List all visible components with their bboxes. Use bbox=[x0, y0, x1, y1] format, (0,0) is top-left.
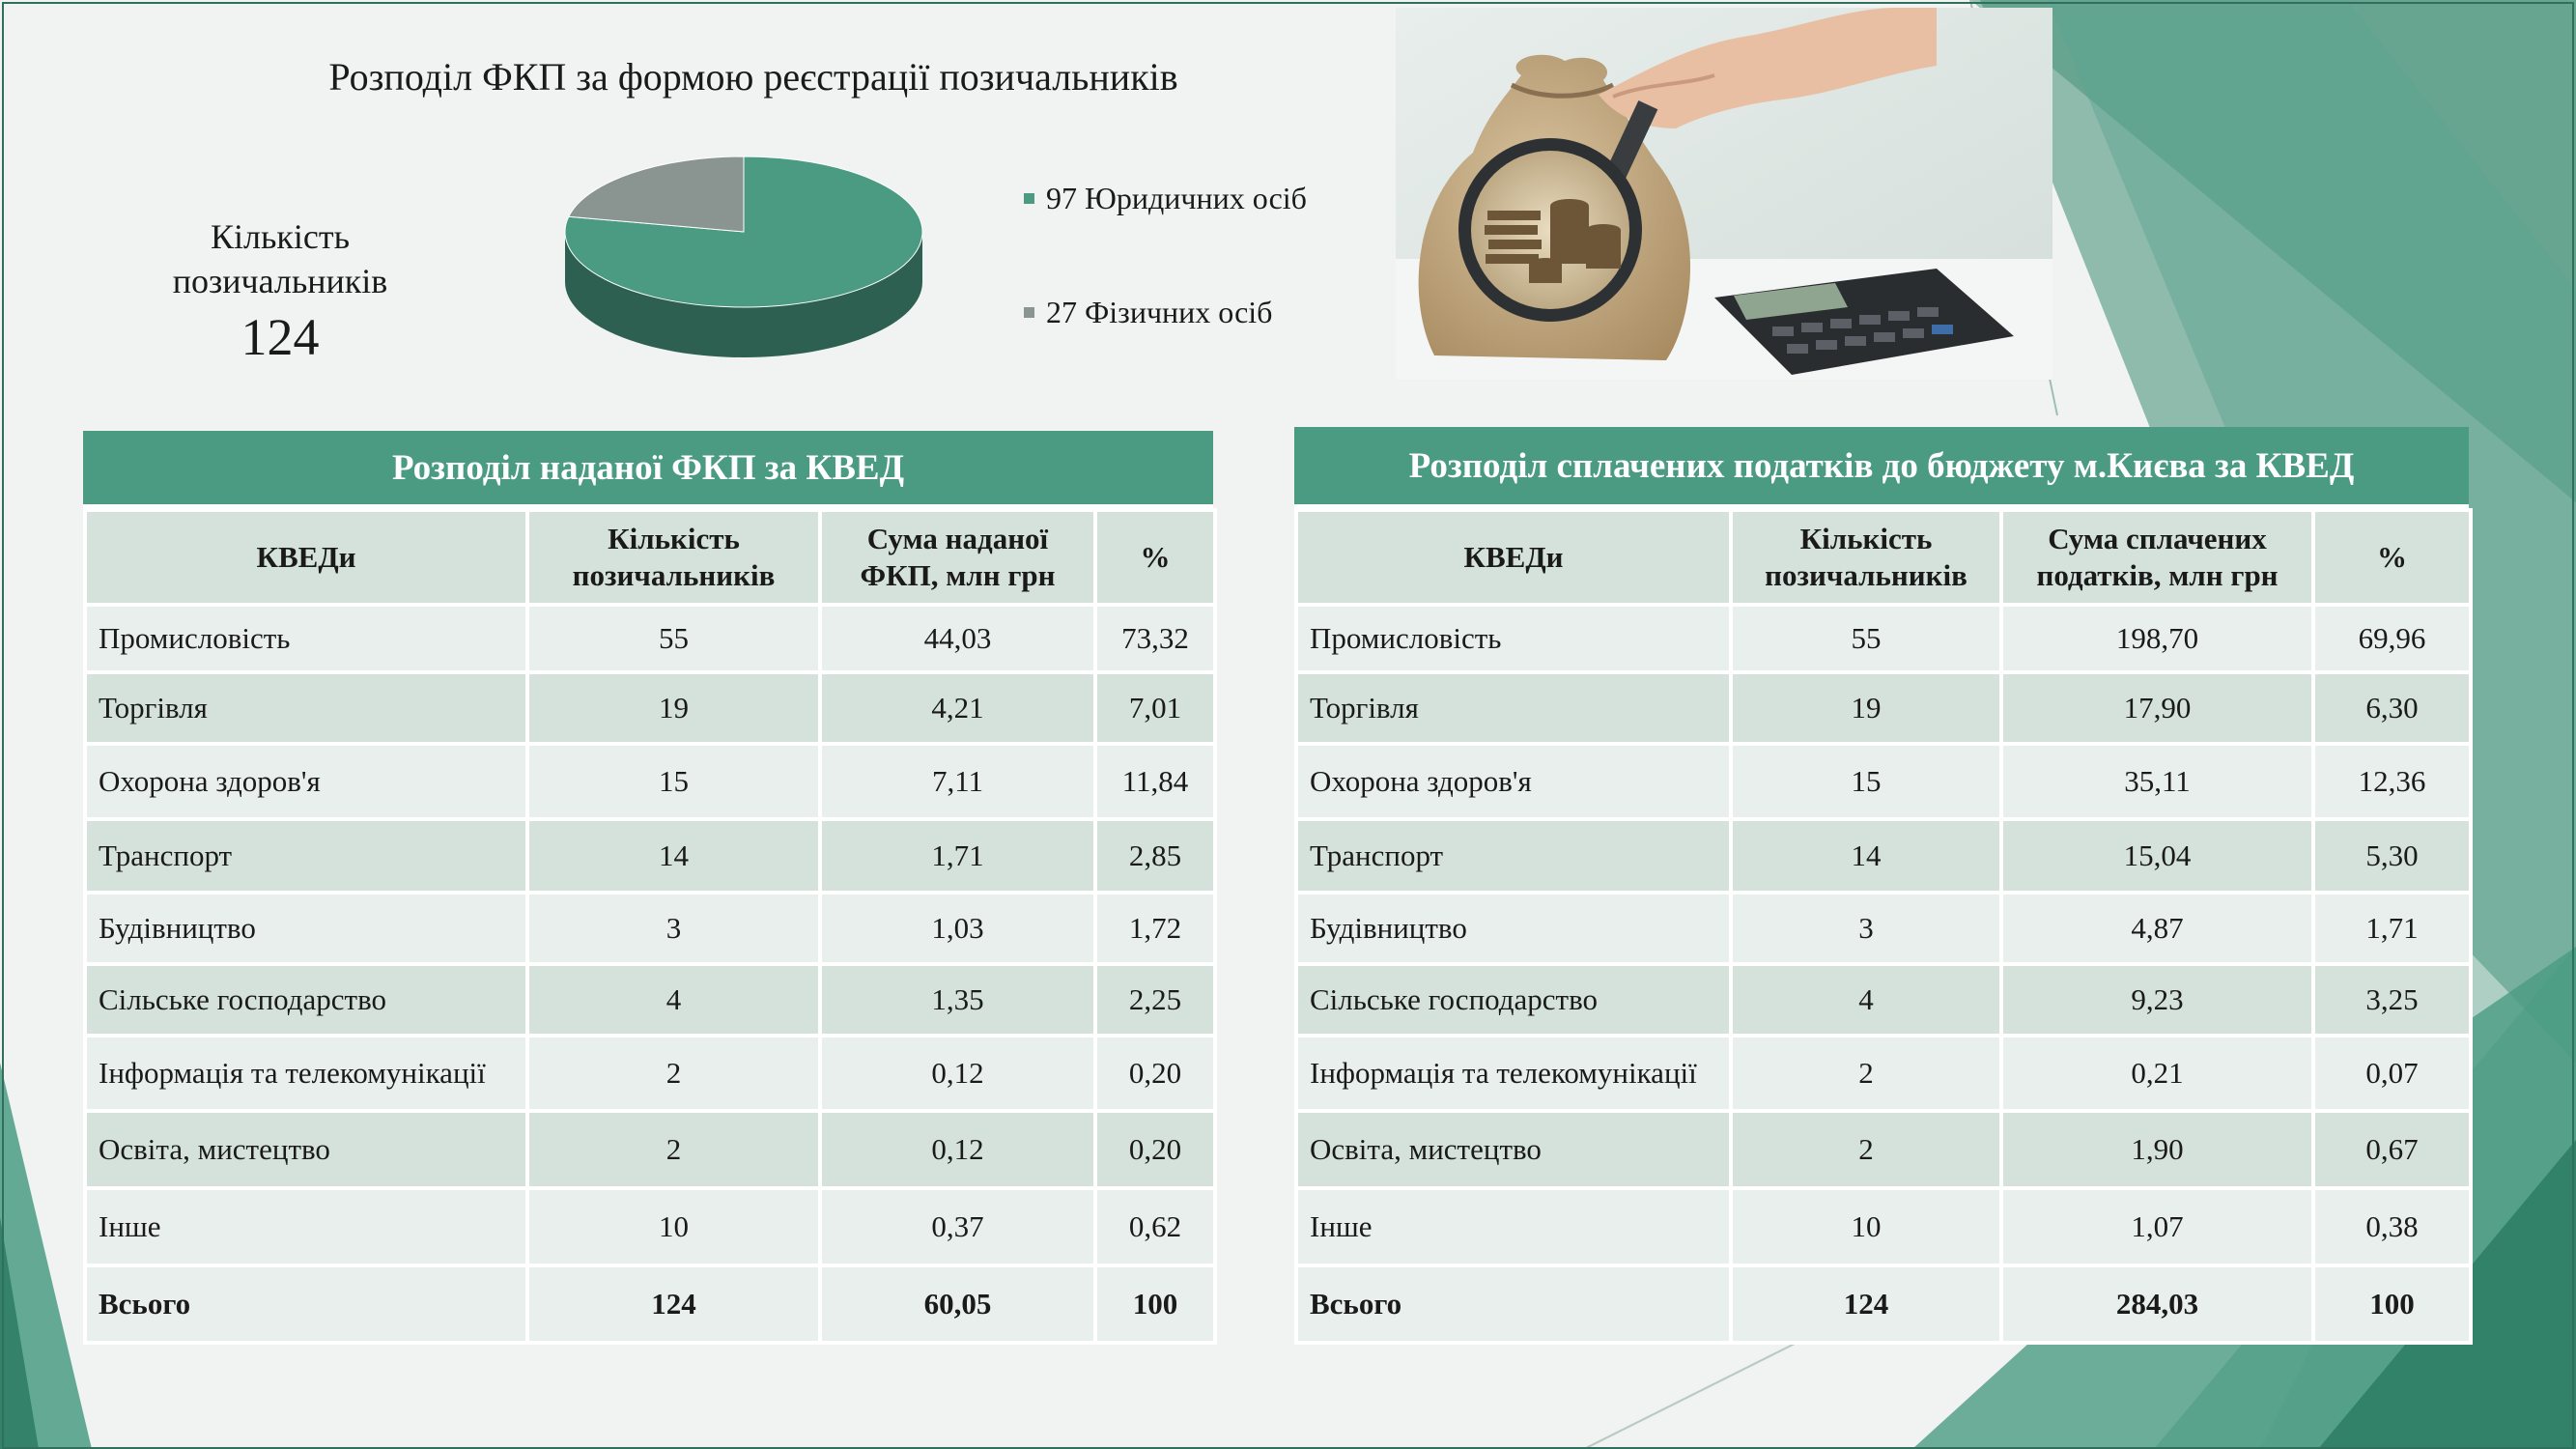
left-cell: 4,21 bbox=[820, 672, 1095, 744]
left-cell: Інформація та телекомунікації bbox=[85, 1036, 527, 1111]
legend-item-individual bbox=[1024, 293, 1307, 331]
right-cell: 2 bbox=[1731, 1036, 2001, 1111]
pie-chart bbox=[551, 145, 937, 377]
table-row bbox=[85, 605, 1215, 672]
right-total-cell: 100 bbox=[2313, 1265, 2471, 1343]
right-cell: 55 bbox=[1731, 605, 2001, 672]
right-cell: 35,11 bbox=[2001, 744, 2313, 819]
table-row bbox=[1296, 744, 2471, 819]
table-row bbox=[85, 1111, 1215, 1188]
legend-swatch-legal bbox=[1024, 193, 1034, 204]
money-bag-magnifier-calculator-photo bbox=[1396, 8, 2052, 380]
table-row bbox=[85, 893, 1215, 964]
right-cell: 0,38 bbox=[2313, 1188, 2471, 1265]
left-table-header-row bbox=[85, 510, 1215, 605]
left-header-percent: % bbox=[1095, 510, 1215, 605]
left-cell: 2 bbox=[527, 1111, 820, 1188]
right-cell: 198,70 bbox=[2001, 605, 2313, 672]
table-row bbox=[1296, 964, 2471, 1036]
left-cell: 14 bbox=[527, 819, 820, 893]
count-label-line2: позичальників bbox=[172, 262, 388, 300]
right-cell: Транспорт bbox=[1296, 819, 1731, 893]
right-cell: Інше bbox=[1296, 1188, 1731, 1265]
right-cell: 3,25 bbox=[2313, 964, 2471, 1036]
right-cell: Інформація та телекомунікації bbox=[1296, 1036, 1731, 1111]
left-cell: Будівництво bbox=[85, 893, 527, 964]
left-cell: 2,25 bbox=[1095, 964, 1215, 1036]
right-cell: 19 bbox=[1731, 672, 2001, 744]
right-cell: 10 bbox=[1731, 1188, 2001, 1265]
left-cell: 0,12 bbox=[820, 1111, 1095, 1188]
table-row bbox=[85, 1188, 1215, 1265]
right-cell: Промисловість bbox=[1296, 605, 1731, 672]
table-row bbox=[1296, 1111, 2471, 1188]
table-row bbox=[1296, 672, 2471, 744]
left-total-cell: 60,05 bbox=[820, 1265, 1095, 1343]
right-cell: 4,87 bbox=[2001, 893, 2313, 964]
left-total-cell: 124 bbox=[527, 1265, 820, 1343]
table-row bbox=[85, 672, 1215, 744]
left-cell: 15 bbox=[527, 744, 820, 819]
right-cell: 0,07 bbox=[2313, 1036, 2471, 1111]
right-cell: 12,36 bbox=[2313, 744, 2471, 819]
pie-legend bbox=[1024, 179, 1307, 331]
right-cell: 1,90 bbox=[2001, 1111, 2313, 1188]
left-cell: 4 bbox=[527, 964, 820, 1036]
count-label-line1: Кількість bbox=[210, 217, 351, 256]
right-total-cell: 124 bbox=[1731, 1265, 2001, 1343]
left-cell: Торгівля bbox=[85, 672, 527, 744]
right-header-percent: % bbox=[2313, 510, 2471, 605]
right-cell: Освіта, мистецтво bbox=[1296, 1111, 1731, 1188]
right-cell: Охорона здоров'я bbox=[1296, 744, 1731, 819]
left-cell: 3 bbox=[527, 893, 820, 964]
right-cell: 0,67 bbox=[2313, 1111, 2471, 1188]
left-cell: 55 bbox=[527, 605, 820, 672]
left-cell: 7,11 bbox=[820, 744, 1095, 819]
left-table bbox=[83, 431, 1213, 1345]
right-table-title: Розподіл сплачених податків до бюджету м.Києва за КВЕД bbox=[1294, 427, 2469, 508]
table-row bbox=[1296, 893, 2471, 964]
left-cell: 0,20 bbox=[1095, 1111, 1215, 1188]
right-cell: 1,07 bbox=[2001, 1188, 2313, 1265]
left-cell: Інше bbox=[85, 1188, 527, 1265]
left-cell: 0,20 bbox=[1095, 1036, 1215, 1111]
left-cell: 1,72 bbox=[1095, 893, 1215, 964]
left-cell: 44,03 bbox=[820, 605, 1095, 672]
left-total-cell: 100 bbox=[1095, 1265, 1215, 1343]
legend-label-individual: 27 Фізичних осіб bbox=[1046, 294, 1273, 329]
borrowers-count bbox=[126, 214, 435, 371]
left-cell: 1,71 bbox=[820, 819, 1095, 893]
right-table-header-row bbox=[1296, 510, 2471, 605]
right-header-kved: КВЕДи bbox=[1296, 510, 1731, 605]
right-cell: 14 bbox=[1731, 819, 2001, 893]
right-header-sum: Сума сплачених податків, млн грн bbox=[2001, 510, 2313, 605]
left-header-sum: Сума наданої ФКП, млн грн bbox=[820, 510, 1095, 605]
right-cell: Торгівля bbox=[1296, 672, 1731, 744]
table-row bbox=[1296, 1188, 2471, 1265]
legend-item-legal bbox=[1024, 179, 1307, 217]
right-cell: 5,30 bbox=[2313, 819, 2471, 893]
left-cell: 2,85 bbox=[1095, 819, 1215, 893]
right-cell: 15,04 bbox=[2001, 819, 2313, 893]
right-cell: 17,90 bbox=[2001, 672, 2313, 744]
left-header-kved: КВЕДи bbox=[85, 510, 527, 605]
left-cell: 1,35 bbox=[820, 964, 1095, 1036]
table-row bbox=[1296, 605, 2471, 672]
total-row bbox=[1296, 1265, 2471, 1343]
legend-label-legal: 97 Юридичних осіб bbox=[1046, 180, 1307, 215]
left-header-count: Кількість позичальників bbox=[527, 510, 820, 605]
left-cell: Транспорт bbox=[85, 819, 527, 893]
right-cell: 9,23 bbox=[2001, 964, 2313, 1036]
right-header-count: Кількість позичальників bbox=[1731, 510, 2001, 605]
total-row bbox=[85, 1265, 1215, 1343]
left-cell: 2 bbox=[527, 1036, 820, 1111]
table-row bbox=[1296, 1036, 2471, 1111]
left-cell: Промисловість bbox=[85, 605, 527, 672]
left-cell: 0,37 bbox=[820, 1188, 1095, 1265]
right-table bbox=[1294, 427, 2469, 1345]
pie-chart-title: Розподіл ФКП за формою реєстрації позичальників bbox=[328, 55, 1178, 99]
right-total-cell: Всього bbox=[1296, 1265, 1731, 1343]
right-cell: Будівництво bbox=[1296, 893, 1731, 964]
table-row bbox=[85, 744, 1215, 819]
left-cell: 11,84 bbox=[1095, 744, 1215, 819]
right-table-grid bbox=[1294, 508, 2473, 1345]
left-cell: 1,03 bbox=[820, 893, 1095, 964]
left-cell: 73,32 bbox=[1095, 605, 1215, 672]
right-total-cell: 284,03 bbox=[2001, 1265, 2313, 1343]
table-row bbox=[85, 1036, 1215, 1111]
left-table-grid bbox=[83, 508, 1217, 1345]
legend-swatch-individual bbox=[1024, 307, 1034, 318]
table-row bbox=[85, 819, 1215, 893]
right-cell: 3 bbox=[1731, 893, 2001, 964]
table-row bbox=[1296, 819, 2471, 893]
left-cell: 7,01 bbox=[1095, 672, 1215, 744]
left-cell: 19 bbox=[527, 672, 820, 744]
right-cell: 6,30 bbox=[2313, 672, 2471, 744]
right-cell: Сільське господарство bbox=[1296, 964, 1731, 1036]
left-cell: 10 bbox=[527, 1188, 820, 1265]
right-cell: 15 bbox=[1731, 744, 2001, 819]
left-cell: Освіта, мистецтво bbox=[85, 1111, 527, 1188]
right-cell: 69,96 bbox=[2313, 605, 2471, 672]
right-cell: 1,71 bbox=[2313, 893, 2471, 964]
left-total-cell: Всього bbox=[85, 1265, 527, 1343]
left-cell: 0,62 bbox=[1095, 1188, 1215, 1265]
left-cell: 0,12 bbox=[820, 1036, 1095, 1111]
table-row bbox=[85, 964, 1215, 1036]
right-cell: 2 bbox=[1731, 1111, 2001, 1188]
right-cell: 4 bbox=[1731, 964, 2001, 1036]
right-cell: 0,21 bbox=[2001, 1036, 2313, 1111]
left-cell: Сільське господарство bbox=[85, 964, 527, 1036]
count-value: 124 bbox=[241, 308, 320, 366]
left-cell: Охорона здоров'я bbox=[85, 744, 527, 819]
left-table-title: Розподіл наданої ФКП за КВЕД bbox=[83, 431, 1213, 508]
